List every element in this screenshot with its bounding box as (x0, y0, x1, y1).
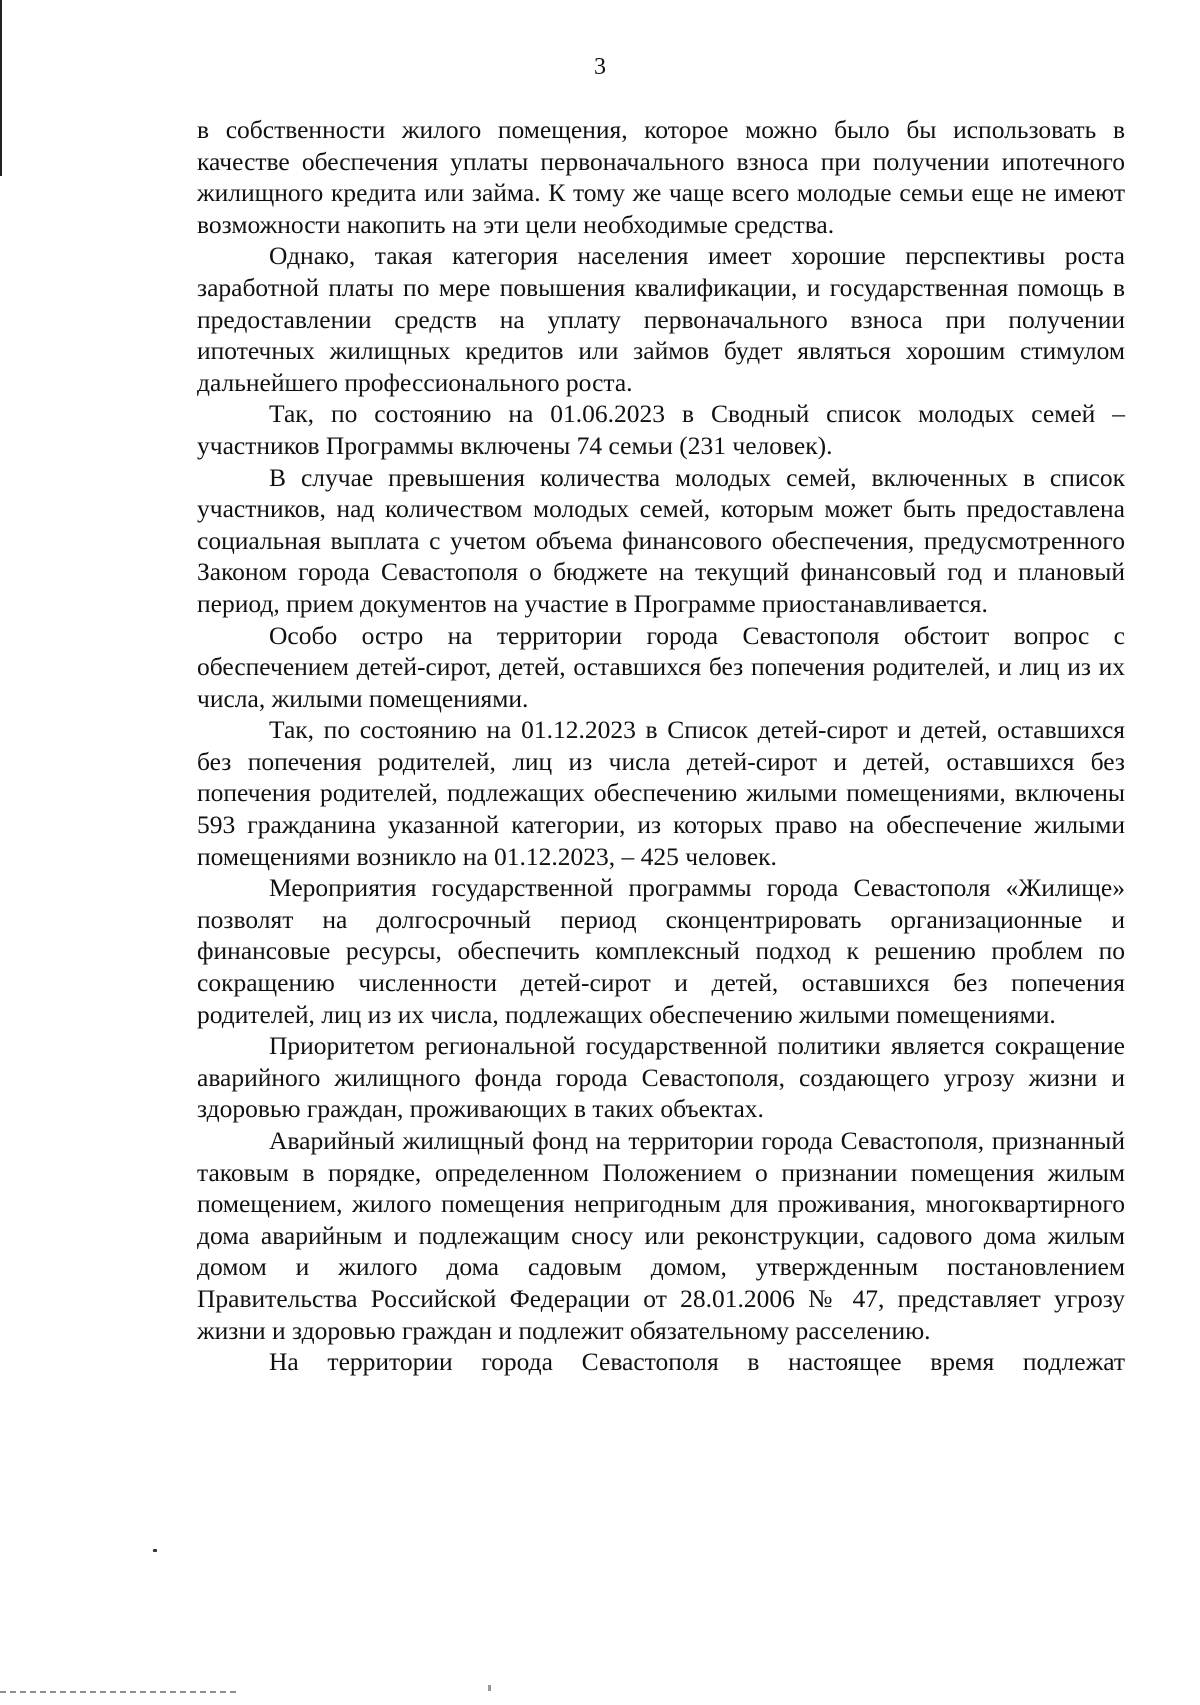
paragraph: На территории города Севастополя в настоящее время подлежат (269, 1347, 1125, 1377)
scan-edge-mark (0, 0, 2, 176)
paragraph: В случае превышения количества молодых семей, включенных в список участников, над количеством молодых семей, которым может быть предоставлена социальная выплата с учетом объема финансового обеспечения, предусмотренного Законом города Севастополя о бюджете на текущий финансовый год и плановый период, прием документов на участие в Программе приостанавливается. (197, 462, 1125, 618)
paragraph: Так, по состоянию на 01.12.2023 в Список детей-сирот и детей, оставшихся без попечения родителей, лиц из числа детей-сирот и детей, оставшихся без попечения родителей, подлежащих обеспечению жилыми помещениями, включены 593 гражданина указанной категории, из которых право на обеспечение жилыми помещениями возникло на 01.12.2023, – 425 человек. (197, 715, 1125, 871)
document-body (197, 114, 1125, 1378)
paragraph: Приоритетом региональной государственной политики является сокращение аварийного жилищного фонда города Севастополя, создающего угрозу жизни и здоровью граждан, проживающих в таких объектах. (197, 1031, 1125, 1124)
paragraph: Особо остро на территории города Севастополя обстоит вопрос с обеспечением детей-сирот, детей, оставшихся без попечения родителей, и лиц из их числа, жилыми помещениями. (197, 620, 1125, 713)
scan-speck (153, 1549, 157, 1552)
paragraph: Мероприятия государственной программы города Севастополя «Жилище» позволят на долгосрочный период сконцентрировать организационные и финансовые ресурсы, обеспечить комплексный подход к решению проблем по сокращению численности детей-сирот и детей, оставшихся без попечения родителей, лиц из их числа, подлежащих обеспечению жилыми помещениями. (197, 873, 1125, 1029)
paragraph: Так, по состоянию на 01.06.2023 в Сводный список молодых семей – участников Программы включены 74 семьи (231 человек). (197, 399, 1125, 460)
paragraph: в собственности жилого помещения, которое можно было бы использовать в качестве обеспечения уплаты первоначального взноса при получении ипотечного жилищного кредита или займа. К тому же чаще всего молодые семьи еще не имеют возможности накопить на эти цели необходимые средства. (197, 115, 1125, 239)
paragraph: Однако, такая категория населения имеет хорошие перспективы роста заработной платы по мере повышения квалификации, и государственная помощь в предоставлении средств на уплату первоначального взноса при получении ипотечных жилищных кредитов или займов будет являться хорошим стимулом дальнейшего профессионального роста. (197, 241, 1125, 397)
scan-bottom-artifact (488, 1685, 491, 1691)
paragraph: Аварийный жилищный фонд на территории города Севастополя, признанный таковым в порядке, определенном Положением о признании помещения жилым помещением, жилого помещения непригодным для проживания, многоквартирного дома аварийным и подлежащим сносу или реконструкции, садового дома жилым домом и жилого дома садовым домом, утвержденным постановлением Правительства Российской Федерации от 28.01.2006 № 47, представляет угрозу жизни и здоровью граждан и подлежит обязательному расселению. (197, 1126, 1125, 1345)
page-number: 3 (594, 54, 606, 80)
scan-bottom-artifact (0, 1691, 240, 1693)
